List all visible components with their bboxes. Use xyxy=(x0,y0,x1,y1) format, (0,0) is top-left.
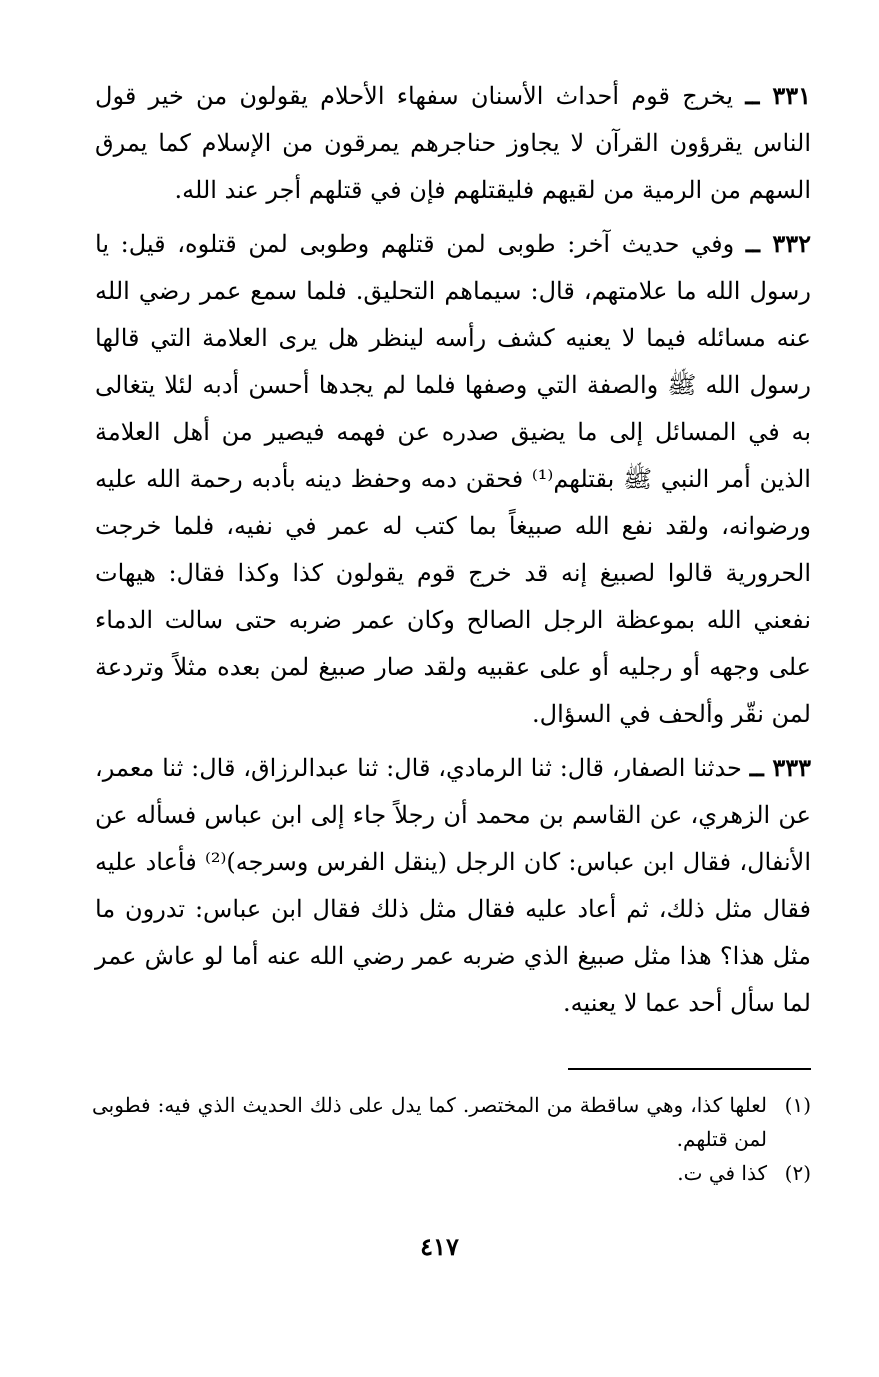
footnote-marker: (٢) xyxy=(784,1161,811,1185)
main-text-body xyxy=(95,72,811,1027)
hadith-paragraph-332 xyxy=(95,220,811,738)
footnote-text: لعلها كذا، وهي ساقطة من المختصر. كما يدل على ذلك الحديث الذي فيه: فطوبى لمن قتلهم. xyxy=(92,1093,767,1151)
hadith-number: ٣٣١ ــ xyxy=(745,81,811,110)
hadith-text: حدثنا الصفار، قال: ثنا الرمادي، قال: ثنا عبدالرزاق، قال: ثنا معمر، عن الزهري، عن القاسم بن محمد أن رجلاً جاء إلى ابن عباس فسأله عن الأنفال، فقال ابن عباس: كان الرجل (ينقل الفرس وسرجه)⁽²⁾ فأعاد عليه فقال مثل ذلك، ثم أعاد عليه فقال مثل ذلك فقال ابن عباس: تدرون ما مثل هذا؟ هذا مثل صبيغ الذي ضربه عمر رضي الله عنه أما لو عاش عمر لما سأل أحد عما لا يعنيه. xyxy=(95,754,811,1017)
footnote-2 xyxy=(92,1156,811,1190)
footnote-divider xyxy=(568,1068,811,1070)
hadith-number: ٣٣٣ ــ xyxy=(749,753,811,782)
hadith-text: يخرج قوم أحداث الأسنان سفهاء الأحلام يقولون من خير قول الناس يقرؤون القرآن لا يجاوز حناجرهم يمرقون من الإسلام كما يمرق السهم من الرمية من لقيهم فليقتلهم فإن في قتلهم أجر عند الله. xyxy=(95,82,811,204)
footnote-1 xyxy=(92,1088,811,1156)
hadith-number: ٣٣٢ ــ xyxy=(745,229,811,258)
footnote-marker: (١) xyxy=(784,1093,811,1117)
hadith-paragraph-333 xyxy=(95,744,811,1027)
footnote-text: كذا في ت. xyxy=(677,1161,767,1185)
page-number: ٤١٧ xyxy=(420,1232,459,1261)
hadith-text: وفي حديث آخر: طوبى لمن قتلهم وطوبى لمن قتلوه، قيل: يا رسول الله ما علامتهم، قال: سيماهم التحليق. فلما سمع عمر رضي الله عنه مسائله فيما لا يعنيه كشف رأسه لينظر هل يرى العلامة التي قالها رسول الله ﷺ والصفة التي وصفها فلما لم يجدها أحسن أدبه لئلا يتغالى به في المسائل إلى ما يضيق صدره عن فهمه فيصير من أهل العلامة الذين أمر النبي ﷺ بقتلهم⁽¹⁾ فحقن دمه وحفظ دينه بأدبه رحمة الله عليه ورضوانه، ولقد نفع الله صبيغاً بما كتب له عمر في نفيه، فلما خرجت الحرورية قالوا لصبيغ إنه قد خرج قوم يقولون كذا وكذا فقال: هيهات نفعني الله بموعظة الرجل الصالح وكان عمر ضربه حتى سالت الدماء على وجهه أو رجليه أو على عقبيه ولقد صار صبيغ لمن بعده مثلاً وتردعة لمن نقّر وألحف في السؤال. xyxy=(95,230,811,728)
hadith-paragraph-331 xyxy=(95,72,811,214)
footnotes-section xyxy=(92,1088,811,1190)
